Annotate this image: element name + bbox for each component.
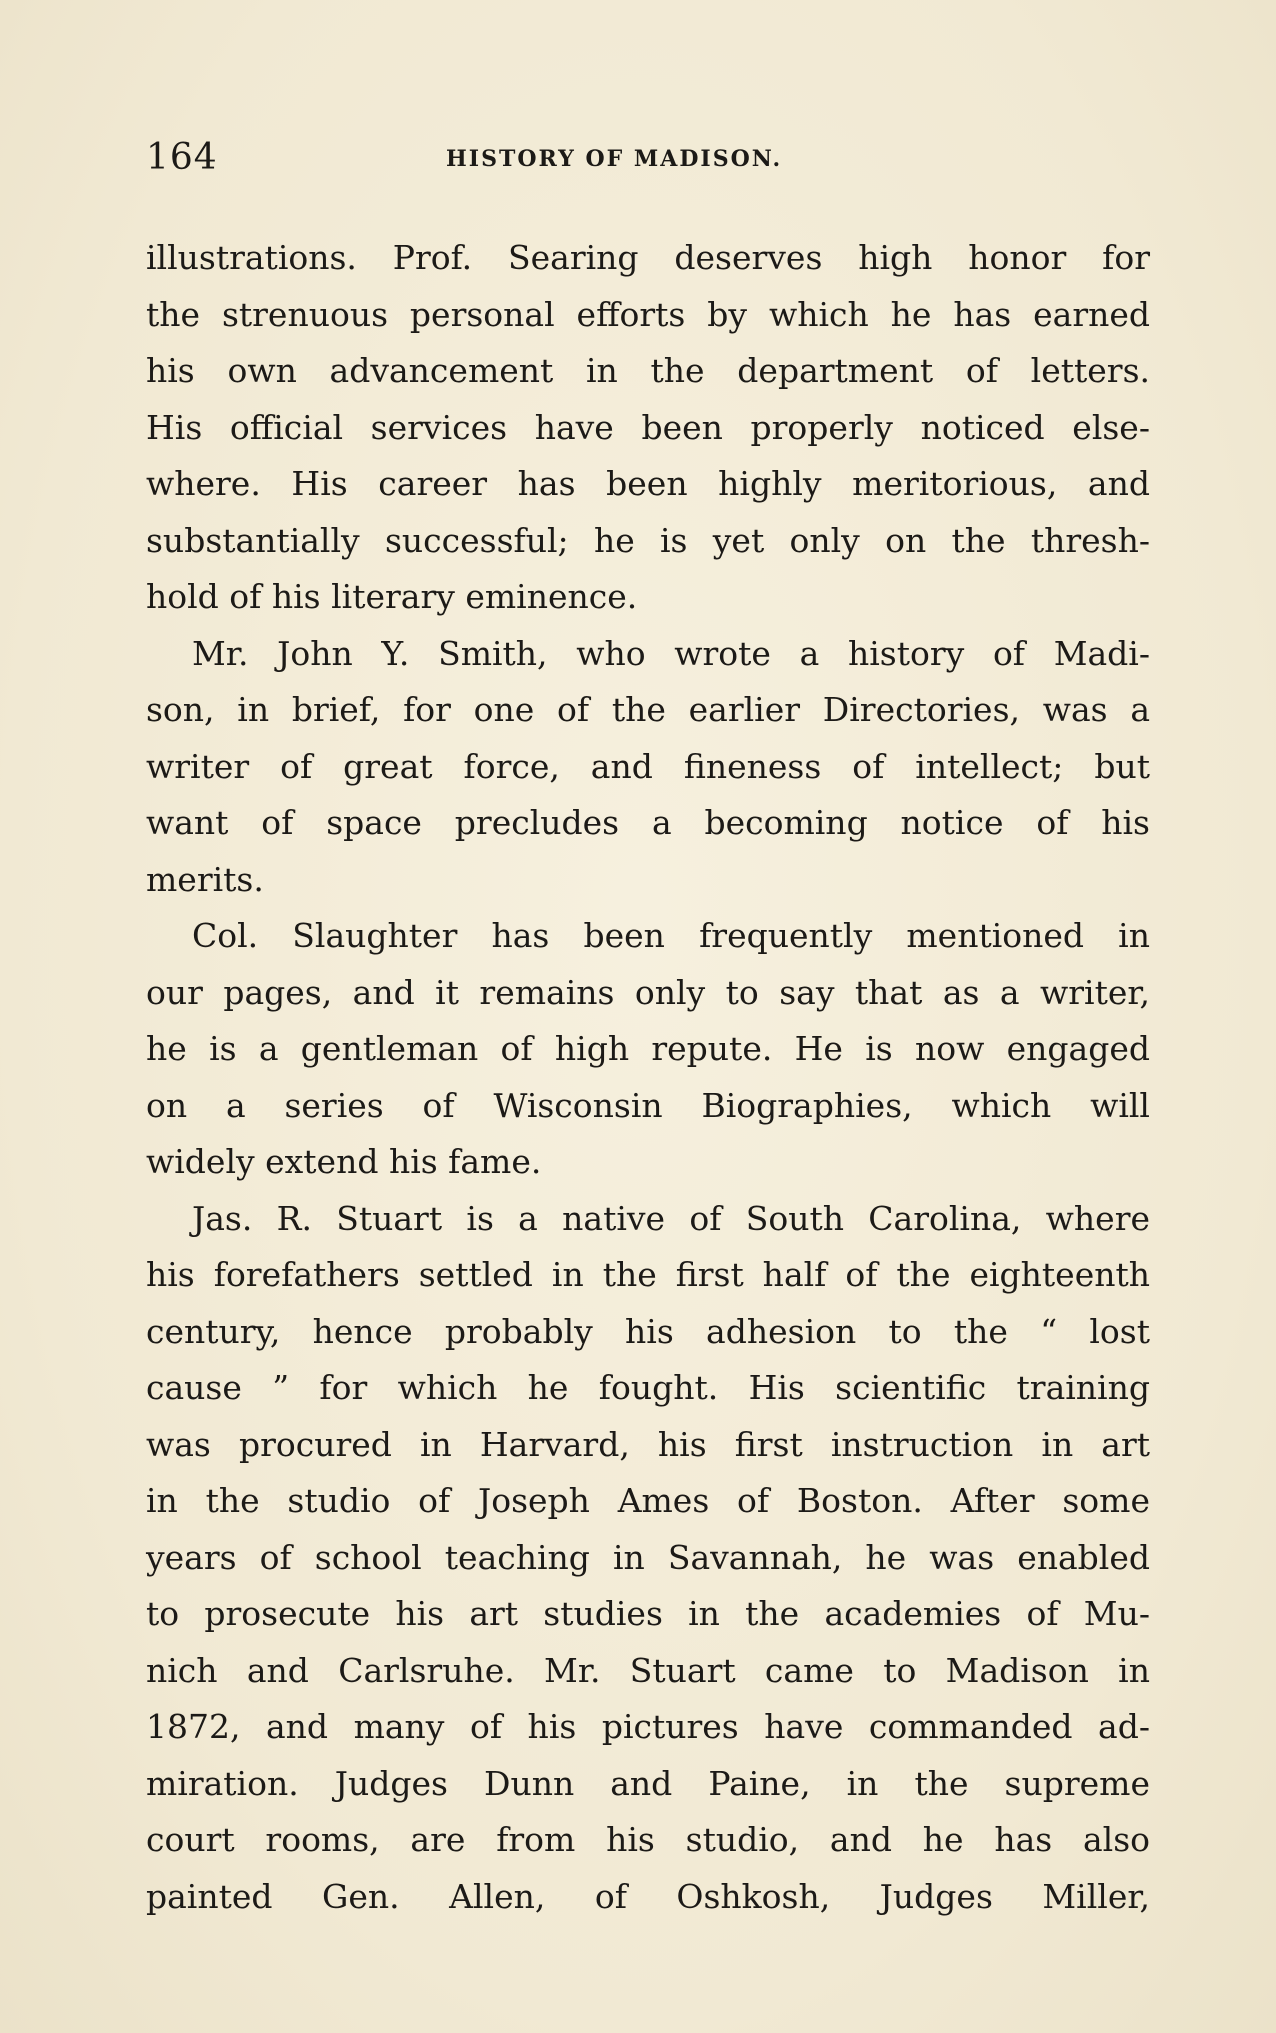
- text-line: on a series of Wisconsin Biographies, which will: [146, 1085, 1150, 1125]
- text-line: Col. Slaughter has been frequently mentioned in: [192, 916, 1150, 955]
- text-line: Jas. R. Stuart is a native of South Carolina, where: [192, 1198, 1150, 1238]
- text-line: hold of his literary eminence.: [146, 577, 638, 616]
- text-line: substantially successful; he is yet only on the thresh-: [146, 520, 1150, 560]
- text-line: merits.: [146, 859, 264, 899]
- text-line: where. His career has been highly meritorious, and: [146, 464, 1150, 503]
- text-line: widely extend his fame.: [146, 1142, 542, 1181]
- page-header: [146, 136, 1150, 186]
- body-text: [146, 230, 1150, 1925]
- text-line: illustrations. Prof. Searing deserves high honor for: [146, 238, 1150, 277]
- text-line: his forefathers settled in the first half of the eighteenth: [146, 1255, 1150, 1294]
- text-line: our pages, and it remains only to say that as a writer,: [146, 972, 1150, 1012]
- text-line: writer of great force, and fineness of intellect; but: [146, 746, 1150, 786]
- text-line: he is a gentleman of high repute. He is now engaged: [146, 1029, 1150, 1068]
- text-line: 1872, and many of his pictures have commanded ad-: [146, 1707, 1150, 1746]
- text-line: was procured in Harvard, his first instruction in art: [146, 1424, 1150, 1464]
- text-line: son, in brief, for one of the earlier Directories, was a: [146, 690, 1150, 729]
- text-line: the strenuous personal efforts by which he has earned: [146, 294, 1150, 334]
- text-line: to prosecute his art studies in the academies of Mu-: [146, 1594, 1150, 1633]
- text-line: century, hence probably his adhesion to the “ lost: [146, 1311, 1150, 1351]
- text-line: Mr. John Y. Smith, who wrote a history of Madi-: [192, 633, 1150, 673]
- text-line: painted Gen. Allen, of Oshkosh, Judges Miller,: [146, 1876, 1150, 1916]
- text-line: want of space precludes a becoming notice of his: [146, 803, 1150, 842]
- text-line: years of school teaching in Savannah, he was enabled: [146, 1537, 1150, 1577]
- text-line: court rooms, are from his studio, and he has also: [146, 1820, 1150, 1859]
- text-line: in the studio of Joseph Ames of Boston. After some: [146, 1481, 1150, 1520]
- running-head: HISTORY OF MADISON.: [446, 146, 783, 172]
- text-line: nich and Carlsruhe. Mr. Stuart came to Madison in: [146, 1650, 1150, 1690]
- text-line: miration. Judges Dunn and Paine, in the supreme: [146, 1763, 1150, 1803]
- text-line: his own advancement in the department of letters.: [146, 351, 1150, 390]
- text-line: cause ” for which he fought. His scientific training: [146, 1368, 1150, 1407]
- page-number: 164: [146, 137, 218, 178]
- text-line: His official services have been properly noticed else-: [146, 407, 1150, 447]
